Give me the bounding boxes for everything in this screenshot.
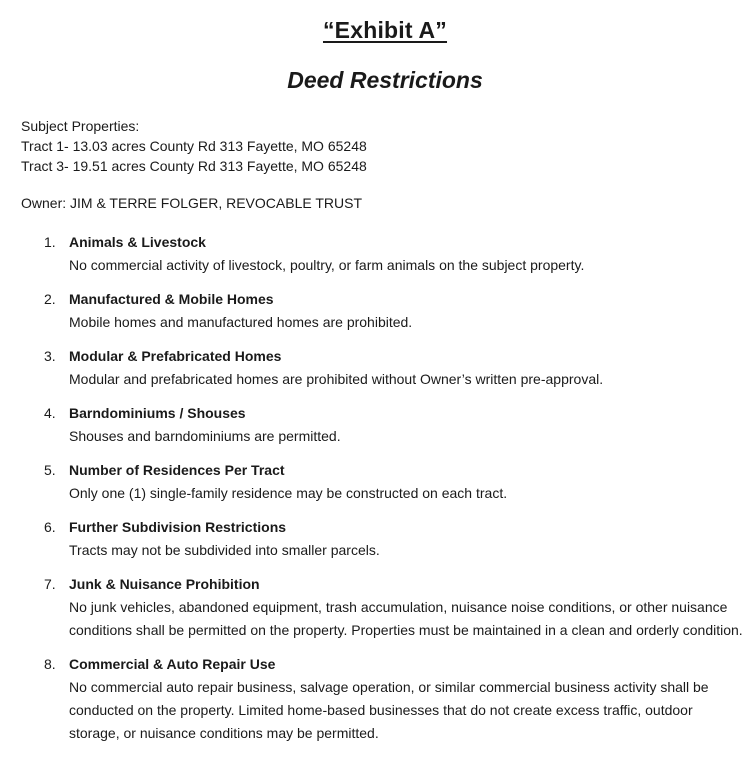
restriction-number: 3. (44, 348, 56, 364)
restriction-item (0, 288, 753, 334)
restriction-text: No commercial auto repair business, salvage operation, or similar commercial business activity shall be conducted on the property. Limited home-based businesses that do not create excess traffic, outdoor storage, or nuisance conditions may be permitted. (69, 679, 709, 741)
restrictions-list (0, 231, 753, 756)
restriction-heading: Modular & Prefabricated Homes (69, 348, 282, 364)
restriction-heading: Animals & Livestock (69, 234, 206, 250)
exhibit-title: “Exhibit A” (322, 17, 448, 43)
tract-line: Tract 3- 19.51 acres County Rd 313 Fayette, MO 65248 (21, 158, 367, 174)
restriction-item (0, 345, 753, 391)
restriction-text: No commercial activity of livestock, poultry, or farm animals on the subject property. (69, 257, 585, 273)
subject-properties-label: Subject Properties: (21, 118, 140, 134)
owner-line: Owner: JIM & TERRE FOLGER, REVOCABLE TRUST (21, 195, 362, 211)
restriction-text: Mobile homes and manufactured homes are prohibited. (69, 314, 413, 330)
restriction-number: 1. (44, 234, 56, 250)
tract-line: Tract 1- 13.03 acres County Rd 313 Fayette, MO 65248 (21, 138, 367, 154)
restriction-item (0, 516, 753, 562)
restriction-text: No junk vehicles, abandoned equipment, trash accumulation, nuisance noise conditions, or other nuisance conditions shall be permitted on the property. Properties must be maintained in a clean and orderly condition. (69, 599, 743, 638)
restriction-number: 7. (44, 576, 56, 592)
restriction-heading: Commercial & Auto Repair Use (69, 656, 276, 672)
restriction-item (0, 573, 753, 642)
restriction-heading: Number of Residences Per Tract (69, 462, 285, 478)
restriction-text: Shouses and barndominiums are permitted. (69, 428, 341, 444)
restriction-number: 4. (44, 405, 56, 421)
restriction-item (0, 653, 753, 745)
restriction-number: 8. (44, 656, 56, 672)
restriction-item (0, 459, 753, 505)
restriction-text: Modular and prefabricated homes are prohibited without Owner’s written pre-approval. (69, 371, 604, 387)
restriction-text: Only one (1) single-family residence may be constructed on each tract. (69, 485, 508, 501)
restriction-heading: Junk & Nuisance Prohibition (69, 576, 260, 592)
restriction-heading: Manufactured & Mobile Homes (69, 291, 274, 307)
restriction-item (0, 231, 753, 277)
restriction-item (0, 402, 753, 448)
restriction-number: 5. (44, 462, 56, 478)
document-title: Deed Restrictions (287, 67, 483, 93)
restriction-heading: Barndominiums / Shouses (69, 405, 246, 421)
restriction-number: 2. (44, 291, 56, 307)
subject-properties (21, 116, 367, 176)
restriction-number: 6. (44, 519, 56, 535)
restriction-text: Tracts may not be subdivided into smaller parcels. (69, 542, 380, 558)
restriction-heading: Further Subdivision Restrictions (69, 519, 287, 535)
